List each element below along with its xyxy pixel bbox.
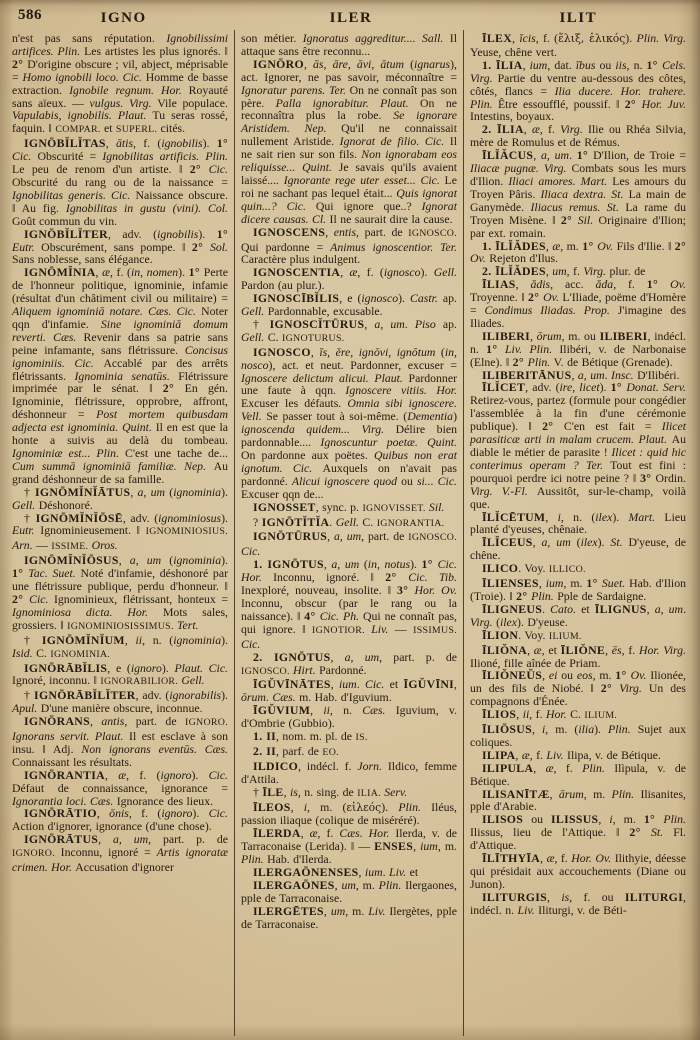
entry-paragraph: ĪLIENSES, ium, m. 1° Suet. Hab. d'Ilion (Troie). ‖ 2° Plin. Pple de Sardaigne. bbox=[470, 576, 686, 603]
entry-paragraph: IGNOSCENTIA, æ, f. (ignosco). Gell. Pardon (au plur.). bbox=[241, 265, 458, 293]
entry-paragraph: IGNŌRANS, antis, part. de IGNORO. Ignorans servit. Plaut. Il est esclave à son insu. ‖ Adj. Non ignorans eventūs. Cæs. Connaissant les résultats. bbox=[12, 714, 228, 769]
entry-paragraph: ILIBERI, ōrum, m. ou ILIBERI, indécl. n. 1° Liv. Plin. Ilibéri, v. de Narbonaise (Elne). ‖ 2° Plin. V. de Bétique (Grenade). bbox=[470, 328, 686, 369]
entry-paragraph: ĪLIŌSUS, i, m. (ilia). Plin. Sujet aux coliques. bbox=[470, 722, 687, 749]
entry-paragraph: ĪLION. Voy. ILIUM. bbox=[482, 627, 582, 642]
entry-paragraph: 2. II, parf. de EO. bbox=[253, 743, 339, 758]
entry-paragraph: ILIBERITĀNUS, a, um. Insc. D'Ilibéri. bbox=[482, 367, 680, 382]
entry-paragraph: 2. ĪLIA, æ, f. Virg. Ilie ou Rhéa Silvia, mère de Romulus et de Rémus. bbox=[470, 122, 686, 150]
entry-paragraph: ILDICO, indécl. f. Jorn. Ildico, femme d'Attila. bbox=[241, 758, 457, 786]
entry-paragraph: ILERGĒTES, um, m. Liv. Ilergètes, pple de Tarraconaise. bbox=[241, 903, 457, 931]
entry-paragraph: ILITURGIS, is, f. ou ILITURGI, indécl. n. Liv. Iliturgi, v. de Béti- bbox=[470, 889, 686, 917]
entry-paragraph: ĪLERDA, æ, f. Cæs. Hor. Ilerda, v. de Tarraconaise (Lerida). ‖ — ENSES, ium, m. Plin. Hab. d'Ilerda. bbox=[241, 826, 457, 867]
entry-paragraph: IGNŌBĬLĬTAS, ātis, f. (ignobilis). 1° Cic. Obscurité = Ignobilitas artificis. Plin. Le peu de renom d'un artiste. ‖ 2° Cic. Obscurité du rang ou de la naissance = Ignobilitas generis. Cic. Naissance obscure. ‖ Au fig. Ignobilitas in gustu (vini). Col. Goût commun du vin. bbox=[12, 136, 228, 228]
column-2 bbox=[234, 30, 463, 1036]
entry-paragraph: IGNŌRO, ās, āre, āvi, ātum (ignarus), act. Ignorer, ne pas savoir, méconnaître = Ignoratur parens. Ter. On ne connaît pas son père. Palla ignorabitur. Plaut. On ne reconnaîtra plus la robe. Se ignorare Aristidem. Nep. Qu'il ne connaissait nullement Aristide. Ignorat de filio. Cic. Il ne sait rien sur son fils. Non ignorabam eos reliquisse... Quint. Je savais qu'ils avaient laissé.... Ignorante rege uter esset... Cic. Le roi ne sachant pas lequel était... Quis ignorat quin...? Cic. Qui ignore que..? Ignorat dicere causas. Cl. Il ne saurait dire la cause. bbox=[241, 56, 457, 226]
entry-paragraph: † ĪLE, is, n. sing. de ILIA. Serv. bbox=[253, 784, 408, 799]
entry-paragraph: 1. II, nom. m. pl. de IS. bbox=[253, 729, 368, 744]
guide-word-center: ILER bbox=[329, 9, 373, 26]
entry-paragraph: ? IGNŌTĬTĬA. Gell. C. IGNORANTIA. bbox=[253, 514, 445, 529]
entry-paragraph: † IGNOSCĬTŪRUS, a, um. Piso ap. Gell. C. IGNOTURUS. bbox=[241, 316, 457, 344]
entry-paragraph: IGNOSSET, sync. p. IGNOVISSET. Sil. bbox=[253, 499, 445, 514]
entry-paragraph: ILISOS ou ILISSUS, i, m. 1° Plin. Ilissus, lieu de l'Attique. ‖ 2° St. Fl. d'Attique. bbox=[470, 812, 687, 853]
entry-paragraph: ĪLIŎNA, æ, et ĪLIŎNE, ēs, f. Hor. Virg. Ilioné, fille aînée de Priam. bbox=[470, 642, 686, 670]
entry-paragraph: † IGNŌMĬNĬUM, ii, n. (ignominia). Isid. C. IGNOMINIA. bbox=[12, 632, 228, 660]
entry-paragraph: ILIPULA, æ, f. Plin. Ilìpula, v. de Bétique. bbox=[470, 760, 687, 788]
entry-paragraph: son métier. Ignoratus aggreditur.... Sall. Il attaque sans être reconnu... bbox=[241, 31, 458, 58]
entry-paragraph: ILISANĪTÆ, ārum, m. Plin. Ilisanites, pple d'Arabie. bbox=[470, 786, 686, 814]
page-number: 586 bbox=[18, 7, 42, 23]
entry-paragraph: ĪLĬCEUS, a, um (ilex). St. D'yeuse, de chêne. bbox=[470, 535, 687, 563]
entry-paragraph: IGNŌMĬNĬŌSUS, a, um (ignominia). 1° Tac. Suet. Noté d'infamie, déshonoré par une flétrissure publique, perdu d'honneur. ‖ 2° Cic. Ignominieux, flétrissant, honteux = Ignominiosa dicta. Hor. Mots sales, grossiers. ‖ IGNOMINIOSISSIMUS. Tert. bbox=[12, 553, 228, 632]
column-1 bbox=[10, 30, 234, 1036]
entry-paragraph: IGNŌRĀTUS, a, um, part. p. de IGNORO. Inconnu, ignoré = Artis ignoratæ crimen. Hor. Accusation d'ignorer bbox=[12, 832, 228, 875]
entry-paragraph: 1. IGNŌTUS, a, um (in, notus). 1° Cic. Hor. Inconnu, ignoré. ‖ 2° Cic. Tib. Inexploré, nouveau, insolite. ‖ 3° Hor. Ov. Inconnu, obscur (par le rang ou la naissance). ‖ 4° Cic. Ph. Qui ne connaît pas, qui ignore. ‖ IGNOTIOR. Liv. — ISSIMUS. Cic. bbox=[241, 557, 457, 651]
running-head bbox=[10, 6, 692, 30]
entry-paragraph: 2. IGNŌTUS, a, um, part. p. de IGNOSCO. Hirt. Pardonné. bbox=[241, 649, 457, 677]
entry-paragraph: ĪLIGNEUS. Cato. et ĪLIGNUS, a, um. Virg. (ilex). D'yeuse. bbox=[470, 601, 687, 629]
entry-paragraph: 1. ĪLIA, ium, dat. ĭbus ou iis, n. 1° Cels. Virg. Partie du ventre au-dessous des côtes, côtés, flancs = Ilia ducere. Hor. trahere. Plin. Être essoufflé, poussif. ‖ 2° Hor. Juv. Intestins, boyaux. bbox=[470, 57, 687, 124]
entry-paragraph: ĪLIŎNEŬS, ei ou eos, m. 1° Ov. Ilionée, un des fils de Niobé. ‖ 2° Virg. Un des compagnons d'Énée. bbox=[470, 668, 687, 709]
entry-paragraph: ILICO. Voy. ILLICO. bbox=[482, 561, 586, 576]
entry-paragraph: ĪLĪTHYĪA, æ, f. Hor. Ov. Ilithyie, déesse qui présidait aux accouchements (Diane ou Junon). bbox=[470, 851, 686, 891]
entry-paragraph: ĪGŬVĪNĀTES, ium. Cic. et ĪGŬVĪNI, ōrum. Cæs. m. Hab. d'Iguvium. bbox=[241, 677, 457, 705]
entry-paragraph: ILERGAŌNES, um, m. Plin. Ilergaones, pple de Tarraconaise. bbox=[241, 878, 457, 905]
entry-paragraph: ĪLIOS, ii, f. Hor. C. ILIUM. bbox=[482, 707, 618, 722]
entry-paragraph: n'est pas sans réputation. Ignobilissimi artifices. Plin. Les artistes les plus ignorés. ‖ 2° D'origine obscure ; vil, abject, méprisable = Homo ignobili loco. Cic. Homme de basse extraction. Ignobile regnum. Hor. Royauté sans aïeux. — vulgus. Virg. Vile populace. Vapulabis, ignobilis. Plaut. Tu seras rossé, faquin. ‖ COMPAR. et SUPERL. cités. bbox=[12, 31, 228, 136]
entry-paragraph: ĪGŬVIUM, ii, n. Cæs. Iguvium, v. d'Ombrie (Gubbio). bbox=[241, 703, 457, 731]
text-columns bbox=[10, 30, 692, 1036]
entry-paragraph: ĪLĬCĒTUM, i, n. (ilex). Mart. Lieu planté d'yeuses, chênaie. bbox=[470, 509, 686, 537]
entry-paragraph: † IGNŌMĬNĬŌSĒ, adv. (ignominiosus). Eutr. Ignominieusement. ‖ IGNOMINIOSIUS. Arn. — ISSIME. Oros. bbox=[12, 510, 228, 553]
entry-paragraph: IGNŌRĀBĬLIS, e (ignoro). Plaut. Cic. Ignoré, inconnu. ‖ IGNORABILIOR. Gell. bbox=[12, 660, 229, 688]
entry-paragraph: ĪLIAS, ădis, acc. ăda, f. 1° Ov. Troyenne. ‖ 2° Ov. L'Iliade, poëme d'Homère = Condimus Iliadas. Prop. J'imagine des Iliades. bbox=[470, 277, 686, 330]
entry-paragraph: † IGNŌMĬNĬĀTUS, a, um (ignominia). Gell. Déshonoré. bbox=[12, 484, 228, 512]
entry-paragraph: IGNŌTŪRUS, a, um, part. de IGNOSCO. Cic. bbox=[241, 529, 457, 559]
entry-paragraph: ĪLEX, ĭcis, f. (ἕλιξ, ἑλικός). Plin. Virg. Yeuse, chêne vert. bbox=[470, 31, 687, 59]
column-3 bbox=[463, 30, 692, 1036]
entry-paragraph: IGNŌRANTIA, æ, f. (ignoro). Cic. Défaut de connaissance, ignorance = Ignorantia loci. Cæs. Ignorance des lieux. bbox=[12, 767, 229, 808]
entry-paragraph: ILERGAŌNENSES, ium. Liv. et bbox=[253, 865, 419, 880]
guide-word-right: ILIT bbox=[559, 9, 598, 26]
entry-paragraph: ĪLĬCET, adv. (ire, licet). 1° Donat. Serv. Retirez-vous, partez (formule pour congédier l'assemblée à la fin d'une cérémonie publique). ‖ 2° C'en est fait = Ilicet parasiticæ arti in malam crucem. Plaut. Au diable le métier de parasite ! Ilicet : quid hic conterimus operam ? Ter. Tout est fini : pourquoi perdre ici notre peine ? ‖ 3° Ordin. Virg. V.-Fl. Aussitôt, sur-le-champ, voilà que. bbox=[470, 380, 687, 511]
entry-paragraph: IGNŌRĀTIO, ōnis, f. (ignoro). Cic. Action d'ignorer, ignorance (d'une chose). bbox=[12, 806, 228, 834]
entry-paragraph: IGNOSCĪBĬLIS, e (ignosco). Castr. ap. Gell. Pardonnable, excusable. bbox=[241, 291, 457, 319]
guide-word-left: IGNO bbox=[100, 9, 147, 26]
entry-paragraph: † IGNŌRĀBĬLĬTER, adv. (ignorabilis). Apul. D'une manière obscure, inconnue. bbox=[12, 688, 228, 716]
entry-paragraph: ĪLEOS, i, m. (εἰλεός). Plin. Iléus, passion iliaque (colique de miséréré). bbox=[241, 799, 458, 828]
entry-paragraph: IGNŌMĬNIA, æ, f. (in, nomen). 1° Perte de l'honneur politique, ignominie, infamie (résultat d'un châtiment civil ou militaire) = Aliquem ignominiā notare. Cæs. Cic. Noter qqn d'infamie. Sine ignominiā domum reverti. Cæs. Revenir dans sa patrie sans peine infamante, sans flétrissure. Concisus ignominiis. Cic. Accablé par des arrêts flétrissants. Ignominia senatūs. Flétrissure imprimée par le sénat. ‖ 2° En gén. Ignominie, flétrissure, opprobre, affront, déshonneur = Post mortem quibusdam adjecta est ignominia. Quint. Il en est que la honte a suivis au delà du tombeau. Ignominiæ est... Plin. C'est une tache de... Cum summā ignominiā familiæ. Nep. Au grand déshonneur de sa famille. bbox=[12, 265, 229, 486]
entry-paragraph: IGNOSCO, ĭs, ĕre, ignōvi, ignōtum (in, nosco), act. et neut. Pardonner, excuser = Ignoscere delictum alicui. Plaut. Pardonner une faute à qqn. Ignoscere vitiis. Hor. Excuser les défauts. Omnia sibi ignoscere. Vell. Se passer tout à soi-même. (Dementia) ignoscenda quidem... Virg. Délire bien pardonnable.... Ignoscuntur poetæ. Quint. On pardonne aux poëtes. Quibus non erat ignotum. Cic. Auxquels on n'avait pas pardonné. Alicui ignoscere quod ou si... Cic. Excuser qqn de... bbox=[241, 344, 458, 501]
entry-paragraph: IGNOSCENS, entis, part. de IGNOSCO. Qui pardonne = Animus ignoscentior. Ter. Caractère plus indulgent. bbox=[241, 224, 457, 267]
entry-paragraph: 2. ĪLĬĂDES, um, f. Virg. plur. de bbox=[482, 264, 646, 279]
entry-paragraph: IGNŌBĬLĬTER, adv. (ignobilis). 1° Eutr. Obscurément, sans pompe. ‖ 2° Sol. Sans noblesse, sans élégance. bbox=[12, 226, 229, 267]
entry-paragraph: ĪLĬĂCUS, a, um. 1° D'Ilion, de Troie = Iliacæ pugnæ. Virg. Combats sous les murs d'Ilion. Iliaci amores. Mart. Les amours du Troyen Pâris. Iliaca dextra. St. La main de Ganymède. Iliacus remus. St. La rame du Troyen Misène. ‖ 2° Sil. Originaire d'Ilion; par ext. romain. bbox=[470, 148, 687, 240]
entry-paragraph: 1. ĪLĬĂDES, æ, m. 1° Ov. Fils d'Ilie. ‖ 2° Ov. Rejeton d'Ilus. bbox=[470, 238, 686, 266]
entry-paragraph: ILIPA, æ, f. Liv. Ilipa, v. de Bétique. bbox=[482, 747, 661, 762]
